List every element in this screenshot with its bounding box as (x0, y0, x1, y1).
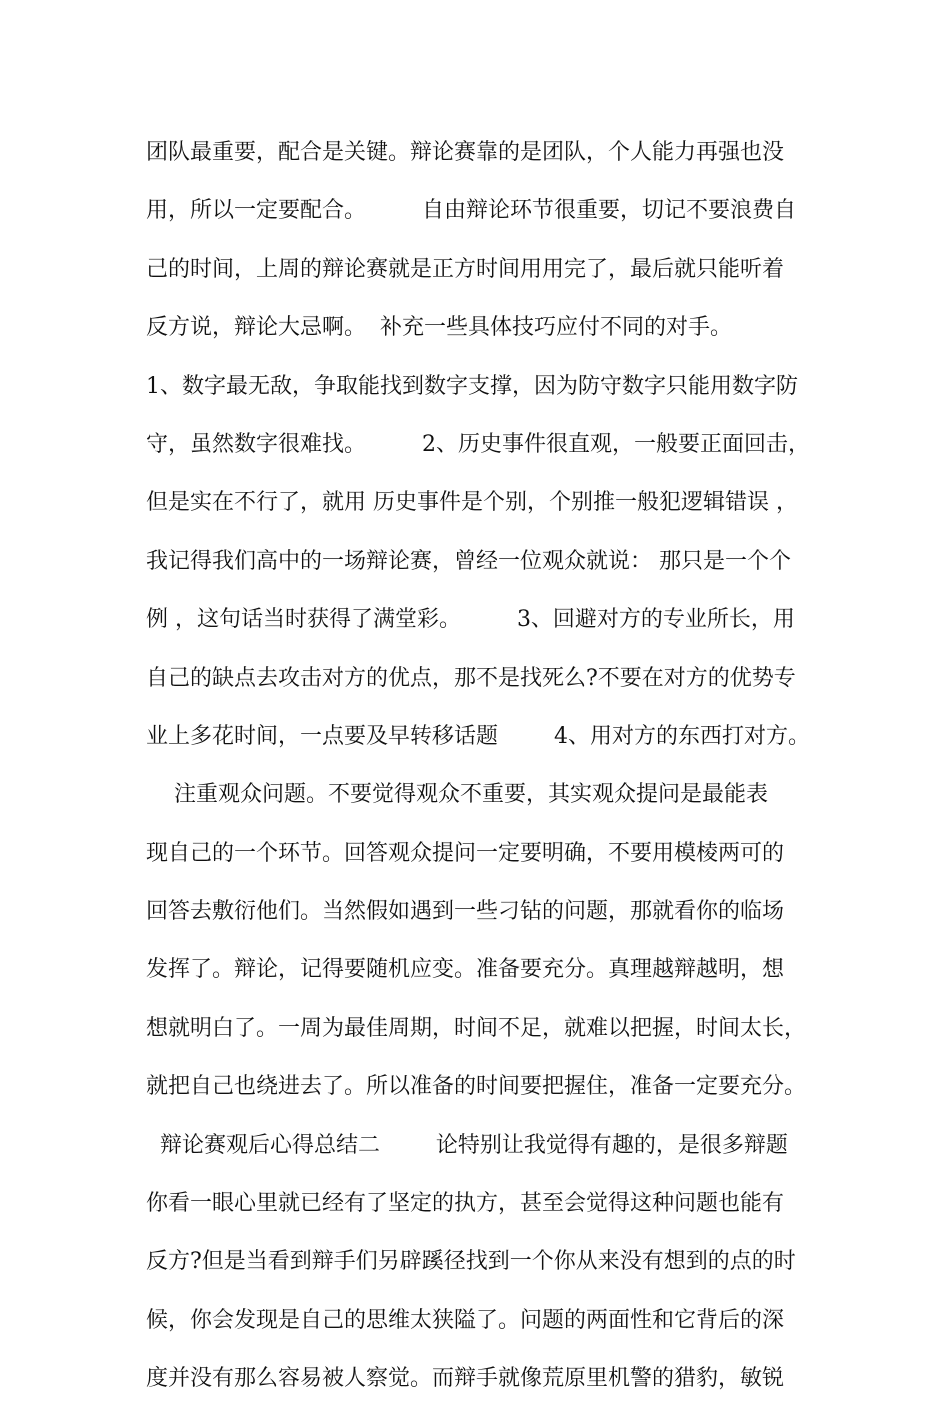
text-line: 用，所以一定要配合。 自由辩论环节很重要，切记不要浪费自 (146, 198, 796, 224)
text-line: 发挥了。辩论，记得要随机应变。准备要充分。真理越辩越明，想 (146, 957, 785, 983)
text-line: 业上多花时间，一点要及早转移话题 4、用对方的东西打对方。 (146, 723, 810, 749)
text-line: 团队最重要，配合是关键。辩论赛靠的是团队，个人能力再强也没 (146, 140, 785, 165)
text-line: 反方说，辩论大忌啊。 补充一些具体技巧应付不同的对手。 (146, 315, 732, 341)
text-line: 守，虽然数字很难找。 2、历史事件很直观，一般要正面回击， (146, 431, 810, 457)
text-line: 度并没有那么容易被人察觉。而辩手就像荒原里机警的猎豹，敏锐 (146, 1366, 785, 1392)
text-line: 回答去敷衍他们。当然假如遇到一些刁钻的问题，那就看你的临场 (146, 899, 785, 925)
text-line: 我记得我们高中的一场辩论赛，曾经一位观众就说： 那只是一个个 (146, 548, 791, 574)
text-line: 想就明白了。一周为最佳周期，时间不足，就难以把握，时间太长， (146, 1015, 807, 1041)
body-text (146, 133, 826, 1418)
text-line: 例 ，这句话当时获得了满堂彩。 3、回避对方的专业所长，用 (146, 607, 795, 633)
text-line: 你看一眼心里就已经有了坚定的执方，甚至会觉得这种问题也能有 (146, 1191, 785, 1217)
text-line: 反方?但是当看到辩手们另辟蹊径找到一个你从来没有想到的点的时 (146, 1249, 796, 1275)
text-line: 现自己的一个环节。回答观众提问一定要明确，不要用模棱两可的 (146, 840, 785, 866)
text-line: 就把自己也绕进去了。所以准备的时间要把握住，准备一定要充分。 (146, 1074, 807, 1100)
text-line: 辩论赛观后心得总结二 论特别让我觉得有趣的，是很多辩题 (146, 1132, 788, 1158)
text-line: 己的时间，上周的辩论赛就是正方时间用用完了，最后就只能听着 (146, 256, 785, 282)
text-line: 但是实在不行了，就用 历史事件是个别，个别推一般犯逻辑错误 ， (146, 490, 798, 516)
text-line: 自己的缺点去攻击对方的优点，那不是找死么?不要在对方的优势专 (146, 665, 796, 691)
text-line: 注重观众问题。不要觉得观众不重要，其实观众提问是最能表 (146, 782, 768, 808)
text-line: 1、数字最无敌，争取能找到数字支撑，因为防守数字只能用数字防 (146, 373, 798, 399)
text-line: 候，你会发现是自己的思维太狭隘了。问题的两面性和它背后的深 (146, 1307, 785, 1333)
